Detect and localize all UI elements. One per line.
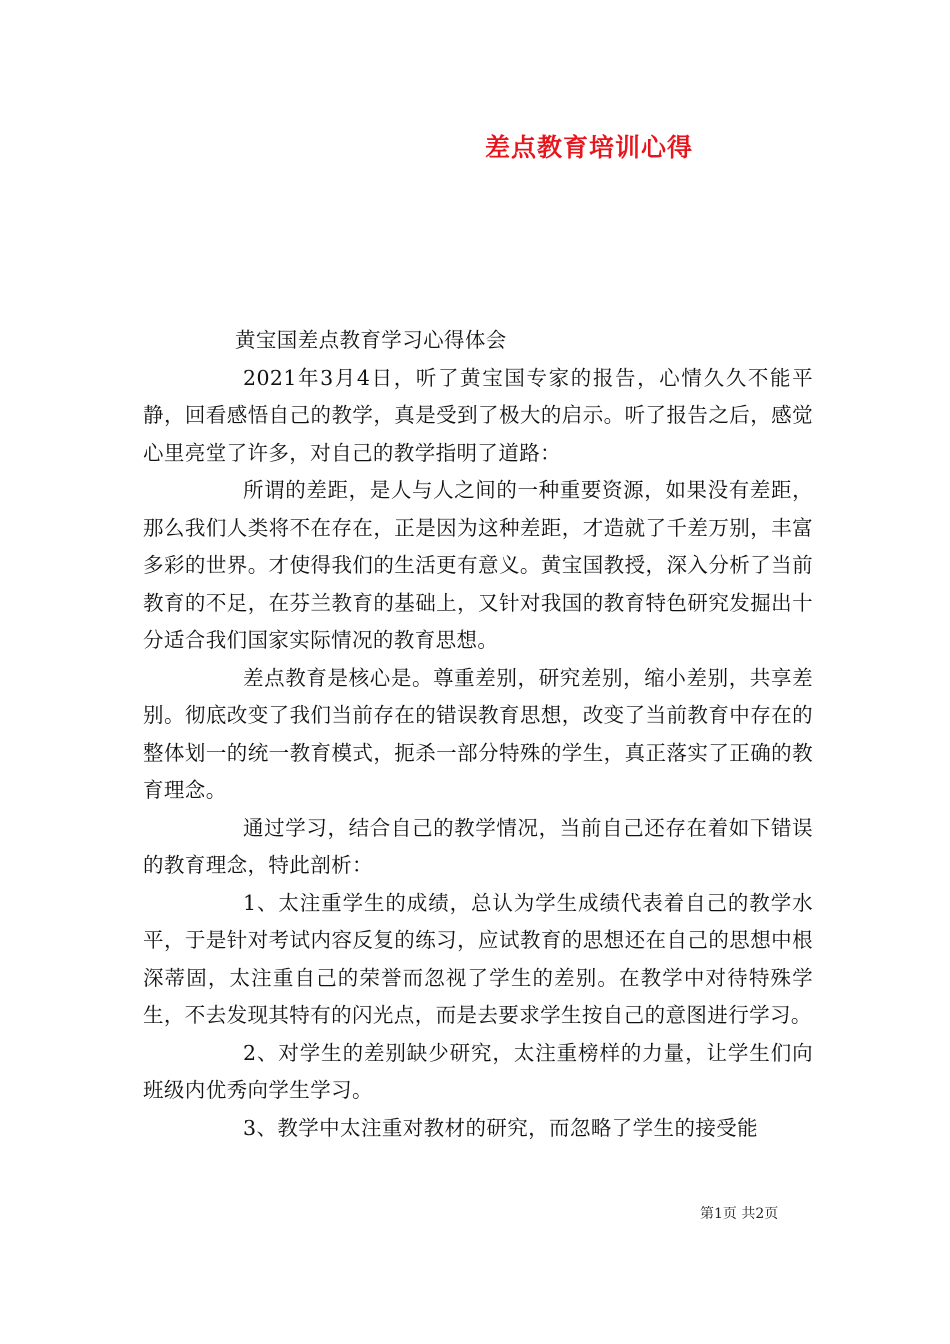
paragraph-6: 2、对学生的差别缺少研究，太注重榜样的力量，让学生们向班级内优秀向学生学习。 [143, 1040, 813, 1102]
paragraph-4: 通过学习，结合自己的教学情况，当前自己还存在着如下错误的教育理念，特此剖析： [143, 815, 813, 877]
document-body [143, 322, 813, 1147]
paragraph-5: 1、太注重学生的成绩，总认为学生成绩代表着自己的教学水平，于是针对考试内容反复的练习，应试教育的思想还在自己的思想中根深蒂固，太注重自己的荣誉而忽视了学生的差别。在教学中对待特殊学生，不去发现其特有的闪光点，而是去要求学生按自己的意图进行学习。 [143, 890, 813, 1027]
paragraph-1: 2021年3月4日，听了黄宝国专家的报告，心情久久不能平静，回看感悟自己的教学，真是受到了极大的启示。听了报告之后，感觉心里亮堂了许多，对自己的教学指明了道路： [143, 365, 813, 465]
document-title: 差点教育培训心得 [484, 133, 693, 162]
document-subtitle: 黄宝国差点教育学习心得体会 [235, 328, 507, 352]
paragraph-3: 差点教育是核心是。尊重差别，研究差别，缩小差别，共享差别。彻底改变了我们当前存在的错误教育思想，改变了当前教育中存在的整体划一的统一教育模式，扼杀一部分特殊的学生，真正落实了正确的教育理念。 [143, 665, 813, 802]
paragraph-7: 3、教学中太注重对教材的研究，而忽略了学生的接受能 [243, 1115, 759, 1140]
paragraph-2: 所谓的差距，是人与人之间的一种重要资源，如果没有差距，那么我们人类将不在存在，正是因为这种差距，才造就了千差万别，丰富多彩的世界。才使得我们的生活更有意义。黄宝国教授，深入分析了当前教育的不足，在芬兰教育的基础上，又针对我国的教育特色研究发掘出十分适合我们国家实际情况的教育思想。 [143, 478, 813, 652]
page-number-footer: 第1页 共2页 [700, 1206, 779, 1222]
